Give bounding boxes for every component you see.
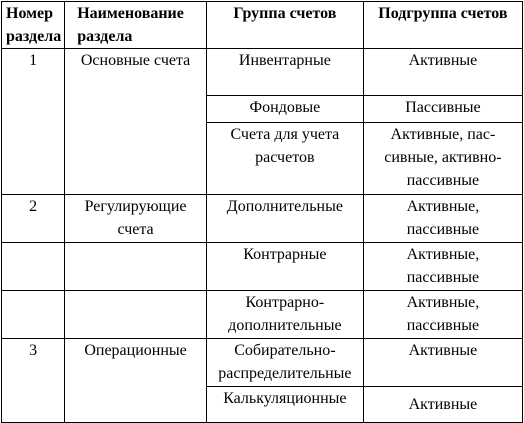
header-line: Наименование [77, 5, 184, 22]
header-line: Подгруппа счетов [378, 5, 508, 22]
table-row [2, 339, 523, 387]
cell-text: Активные [408, 52, 478, 69]
table-row [2, 243, 523, 291]
cell-text: Активные [408, 396, 478, 413]
cell-section-name [65, 96, 207, 123]
cell-section-name [65, 291, 207, 339]
cell-text: Операционные [84, 342, 187, 359]
cell-section-number [2, 339, 65, 387]
cell-text: 1 [29, 52, 38, 69]
cell-section-name [65, 339, 207, 387]
cell-text: Активные, пас- [390, 126, 496, 143]
cell-section-name [65, 123, 207, 195]
cell-account-group [206, 96, 363, 123]
header-line: раздела [6, 28, 62, 45]
table-header-row [2, 2, 523, 49]
table-row [2, 195, 523, 243]
cell-section-name [65, 195, 207, 243]
header-line: Группа счетов [233, 5, 337, 22]
cell-section-number [2, 195, 65, 243]
cell-account-subgroup [363, 195, 522, 243]
cell-text: пассивные [406, 317, 480, 334]
cell-text: Активные [408, 342, 478, 359]
cell-section-number [2, 387, 65, 423]
cell-text: Инвентарные [238, 52, 331, 69]
cell-text: расчетов [255, 149, 315, 166]
cell-text: пассивные [406, 221, 480, 238]
cell-account-group [206, 195, 363, 243]
header-line: раздела [77, 28, 133, 45]
cell-account-group [206, 387, 363, 423]
cell-section-name [65, 387, 207, 423]
cell-account-subgroup [363, 96, 522, 123]
cell-text: 2 [29, 198, 38, 215]
table-row [2, 49, 523, 96]
header-section-number [2, 2, 65, 49]
cell-text: пассивные [406, 269, 480, 286]
cell-text: Активные, [406, 198, 480, 215]
cell-account-subgroup [363, 339, 522, 387]
cell-text: Основные счета [80, 52, 191, 69]
cell-text: Активные, [406, 246, 480, 263]
cell-section-number [2, 49, 65, 96]
cell-account-group [206, 123, 363, 195]
cell-text: пассивные [406, 172, 480, 189]
cell-account-group [206, 339, 363, 387]
cell-text: Собирательно- [234, 342, 336, 359]
table-row [2, 123, 523, 195]
cell-text: Контрарно- [245, 294, 325, 311]
cell-text: дополнительные [228, 317, 342, 334]
header-section-name [65, 2, 207, 49]
cell-account-subgroup [363, 49, 522, 96]
cell-text: сивные, активно- [384, 149, 502, 166]
cell-text: Калькуляционные [223, 390, 347, 407]
cell-account-subgroup [363, 387, 522, 423]
cell-text: Счета для учета [230, 126, 340, 143]
cell-account-group [206, 291, 363, 339]
cell-account-subgroup [363, 291, 522, 339]
cell-text: Регулирующие счета [84, 198, 187, 238]
cell-text: Контрарные [243, 246, 327, 263]
table-row [2, 96, 523, 123]
cell-section-name [65, 243, 207, 291]
cell-section-number [2, 96, 65, 123]
table-row [2, 291, 523, 339]
cell-text: распределительные [218, 365, 352, 382]
header-account-subgroup [363, 2, 522, 49]
cell-text: Дополнительные [226, 198, 343, 215]
header-line: Номер [6, 5, 54, 22]
cell-section-number [2, 243, 65, 291]
cell-section-number [2, 123, 65, 195]
header-account-group [206, 2, 363, 49]
cell-account-group [206, 49, 363, 96]
cell-account-group [206, 243, 363, 291]
cell-text: Пассивные [405, 99, 481, 116]
cell-text: Активные, [406, 294, 480, 311]
cell-section-number [2, 291, 65, 339]
cell-account-subgroup [363, 123, 522, 195]
cell-text: 3 [29, 342, 38, 359]
cell-text: Фондовые [249, 99, 321, 116]
cell-account-subgroup [363, 243, 522, 291]
accounts-classification-table [1, 1, 523, 423]
table-row [2, 387, 523, 423]
cell-section-name [65, 49, 207, 96]
